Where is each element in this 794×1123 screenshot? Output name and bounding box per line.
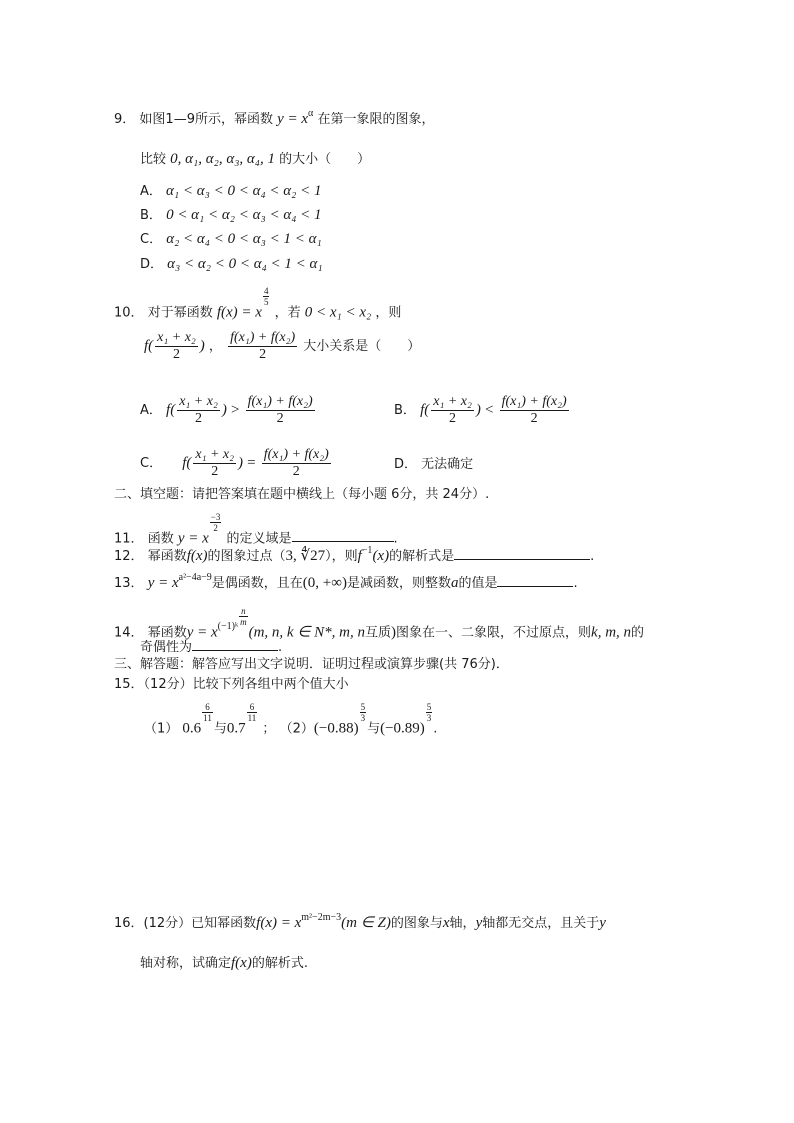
q10-line2: f( $\frac{\text{x₁ + x₂}}{2}$ ) ， $\frac{\text{f(x₁) + f(x₂)}}{2}$ 大小关系是（ ） bbox=[144, 330, 421, 362]
option-label: B． bbox=[140, 208, 162, 223]
q14-line1: 14． 幂函数$y = x^{(-1)ᵏ}$ $\frac{n}{m}$ (m, n, k ∈ N*, m, n互质)图象在一、二象限，不过原点，则k, m, n的 bbox=[114, 606, 645, 641]
q9-exponent: α bbox=[308, 108, 314, 119]
q10-option-b: B． f( $\frac{\text{x₁ + x₂}}{2}$ ) < $\frac{\text{f(x₁) + f(x₂)}}{2}$ bbox=[394, 394, 567, 426]
q10-option-d: D． 无法确定 bbox=[394, 457, 474, 472]
q10-question: 大小关系是（ ） bbox=[303, 339, 421, 354]
q10-exponent: $\frac{4}{5}$ bbox=[263, 286, 269, 307]
q9-line1 bbox=[114, 110, 434, 130]
q9-compare-values: 0, α₁, α₂, α₃, α₄, 1 bbox=[170, 151, 276, 167]
q9-number: 9． bbox=[114, 112, 136, 127]
section-fill-in-title: 二、填空题：请把答案填在题中横线上（每小题 6分，共 24分）. bbox=[114, 487, 490, 502]
q15-line1: 15．（12分）比较下列各组中两个值大小 bbox=[114, 677, 349, 692]
option-math: 0 < α₁ < α₂ < α₃ < α₄ < 1 bbox=[166, 207, 322, 223]
q10-option-a: A． f( $\frac{\text{x₁ + x₂}}{2}$ ) > $\frac{\text{f(x₁) + f(x₂)}}{2}$ bbox=[140, 394, 313, 426]
q16-line1: 16．(12分）已知幂函数$f(x) = x^{m^2-2m-3}(m$ ∈ Z)的图象与x轴，y轴都无交点，且关于y bbox=[114, 912, 606, 931]
q9-text-tail: 在第一象限的图象， bbox=[317, 112, 435, 127]
q13-line: 13． $y = x^{a^2-4a-9}$是偶函数，且在(0, +∞)是减函数，则整数a的值是 . bbox=[114, 572, 578, 591]
q10-frac-mean-x: $\frac{\text{x₁ + x₂}}{2}$ bbox=[157, 330, 196, 362]
q9-compare-tail: 的大小（ ） bbox=[279, 152, 371, 167]
option-label: C． bbox=[140, 232, 163, 247]
section-solve-title: 三、解答题：解答应写出文字说明．证明过程或演算步骤(共 76分)． bbox=[114, 657, 509, 672]
q9-option-c bbox=[140, 230, 322, 249]
q9-function: y = x bbox=[277, 111, 309, 127]
q11-answer-blank[interactable] bbox=[292, 527, 394, 542]
option-math: α₂ < α₄ < 0 < α₃ < 1 < α₁ bbox=[166, 231, 322, 247]
q11-exponent: $\frac{-3}{2}$ bbox=[210, 512, 221, 533]
q10-text: 对于幂函数 bbox=[147, 305, 213, 321]
q10-number: 10． bbox=[114, 305, 144, 321]
q13-answer-blank[interactable] bbox=[497, 572, 573, 587]
q9-option-d bbox=[140, 255, 323, 274]
q14-answer-blank[interactable] bbox=[192, 636, 278, 651]
option-math: α₃ < α₂ < 0 < α₄ < 1 < α₁ bbox=[167, 256, 323, 272]
q9-compare-text: 比较 bbox=[140, 152, 167, 167]
q9-text: 如图1—9所示，幂函数 bbox=[139, 112, 273, 127]
q10-condition: 0 < x₁ < x₂ bbox=[304, 304, 372, 321]
q10-option-c: C． f( $\frac{\text{x₁ + x₂}}{2}$ ) = $\frac{\text{f(x₁) + f(x₂)}}{2}$ bbox=[140, 447, 329, 479]
q12-answer-blank[interactable] bbox=[454, 545, 590, 560]
q9-line2 bbox=[140, 150, 370, 169]
option-label: D． bbox=[140, 257, 164, 272]
q9-option-b bbox=[140, 206, 322, 225]
q11-line: 11． 函数 y = x $\frac{-3}{2}$ 的定义域是 . bbox=[114, 512, 398, 547]
q16-line2: 轴对称，试确定f(x)的解析式. bbox=[140, 955, 308, 971]
q10-function: f(x) = x bbox=[216, 304, 262, 321]
q12-line: 12． 幂函数f(x)的图象过点（3, ∜27），则$f^{-1}(x)$的解析式是 . bbox=[114, 545, 595, 564]
q15-line2: （1） 0.6 $\frac{6}{11}$ 与0.7 $\frac{6}{11}$ ； （2）(−0.88) $\frac{5}{3}$ 与(−0.89) $\frac{5}{3}$ . bbox=[144, 702, 438, 737]
q14-line2: 奇偶性为 . bbox=[140, 636, 282, 657]
q9-option-a bbox=[140, 182, 322, 201]
option-label: A． bbox=[140, 184, 162, 199]
q10-line1: 10． 对于幂函数 f(x) = x $\frac{4}{5}$ ，若 0 < x₁ < x₂ ，则 bbox=[114, 286, 402, 321]
option-math: α₁ < α₃ < 0 < α₄ < α₂ < 1 bbox=[166, 183, 322, 199]
q10-frac-mean-f: $\frac{\text{f(x₁) + f(x₂)}}{2}$ bbox=[230, 330, 296, 362]
